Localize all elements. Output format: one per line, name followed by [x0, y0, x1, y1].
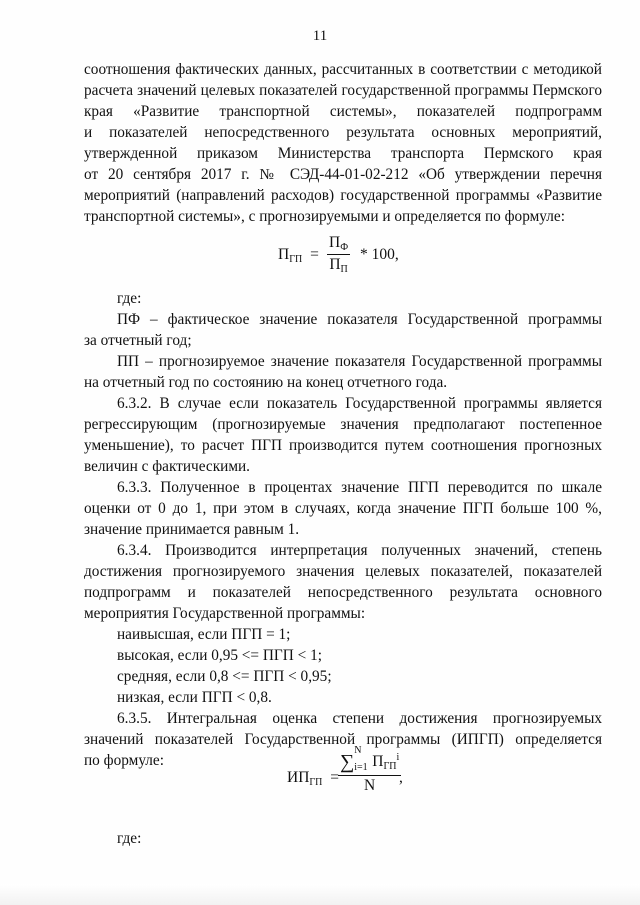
formula-lhs: $ИП_{ГП}$ = [287, 769, 340, 788]
text-line: ПП – прогнозируемое значение показателя Государственной программы [117, 353, 602, 370]
text-line: ПФ – фактическое значение показателя Государственной программы [117, 311, 602, 328]
formula-tail: * 100, [360, 246, 399, 263]
numerator: ∑ N i=1 $П_{ГП}^i$ [338, 751, 401, 776]
where-label: где: [117, 290, 142, 307]
denominator: $П_П$ [329, 256, 348, 275]
text-line: расчета значений целевых показателей государственной программы Пермского [84, 82, 602, 99]
scale-item-medium: средняя, если 0,8 <= ПГП < 0,95; [117, 668, 332, 685]
text-line: от 20 сентября 2017 г. № СЭД-44-01-02-212 «Об утверждении перечня [84, 166, 602, 183]
text-line: транспортной системы», с прогнозируемыми и определяется по формуле: [84, 208, 565, 225]
scale-item-high: высокая, если 0,95 <= ПГП < 1; [117, 647, 322, 664]
text-line: 6.3.5. Интегральная оценка степени достижения прогнозируемых [117, 710, 602, 727]
page-number: 11 [312, 28, 328, 44]
text-line: утвержденной приказом Министерства транспорта Пермского края [84, 145, 602, 162]
text-line: 6.3.3. Полученное в процентах значение ПГП переводится по шкале [117, 479, 602, 496]
scale-item-highest: наивысшая, если ПГП = 1; [117, 626, 291, 643]
numerator: $П_Ф$ [329, 234, 349, 253]
text-line: величин с фактическими. [84, 458, 251, 475]
sum-symbol: ∑ [340, 751, 355, 773]
text-line: мероприятий (направлений расходов) государственной программы «Развитие [84, 187, 602, 204]
text-line: мероприятия Государственной программы: [84, 605, 366, 622]
text-line: подпрограмм и показателей непосредственного результата основного [84, 584, 602, 601]
text-line: края «Развитие транспортной системы», показателей подпрограмм [84, 103, 602, 120]
scale-item-low: низкая, если ПГП < 0,8. [117, 689, 272, 706]
formula-tail: , [399, 769, 403, 786]
text-line: на отчетный год по состоянию на конец отчетного года. [84, 374, 448, 391]
text-line: значение принимается равным 1. [84, 521, 300, 538]
formula-fraction [327, 234, 350, 275]
text-line: 6.3.4. Производится интерпретация полученных значений, степень [117, 542, 602, 559]
text-line: 6.3.2. В случае если показатель Государственной программы является [117, 395, 602, 412]
text-line: и показателей непосредственного результата основных мероприятий, [84, 124, 602, 141]
denominator: N [364, 777, 376, 794]
text-line: уменьшение), то расчет ПГП производится путем соотношения прогнозных [84, 437, 602, 454]
text-line: оценки от 0 до 1, при этом в случаях, когда значение ПГП больше 100 %, [84, 500, 602, 517]
formula-fraction [338, 745, 401, 795]
text-line: значений показателей Государственной программы (ИПГП) определяется [84, 731, 602, 748]
text-line: соотношения фактических данных, рассчитанных в соответствии с методикой [84, 61, 602, 78]
where-label: где: [117, 830, 142, 847]
text-line: по формуле: [84, 752, 164, 769]
formula-lhs: $П_{ГП}$ = [278, 246, 319, 265]
text-line: достижения прогнозируемого значения целевых показателей, показателей [84, 563, 602, 580]
scan-edge [0, 884, 640, 905]
text-line: регрессирующим (прогнозируемые значения предполагают постепенное [84, 416, 602, 433]
text-line: за отчетный год; [84, 332, 192, 349]
